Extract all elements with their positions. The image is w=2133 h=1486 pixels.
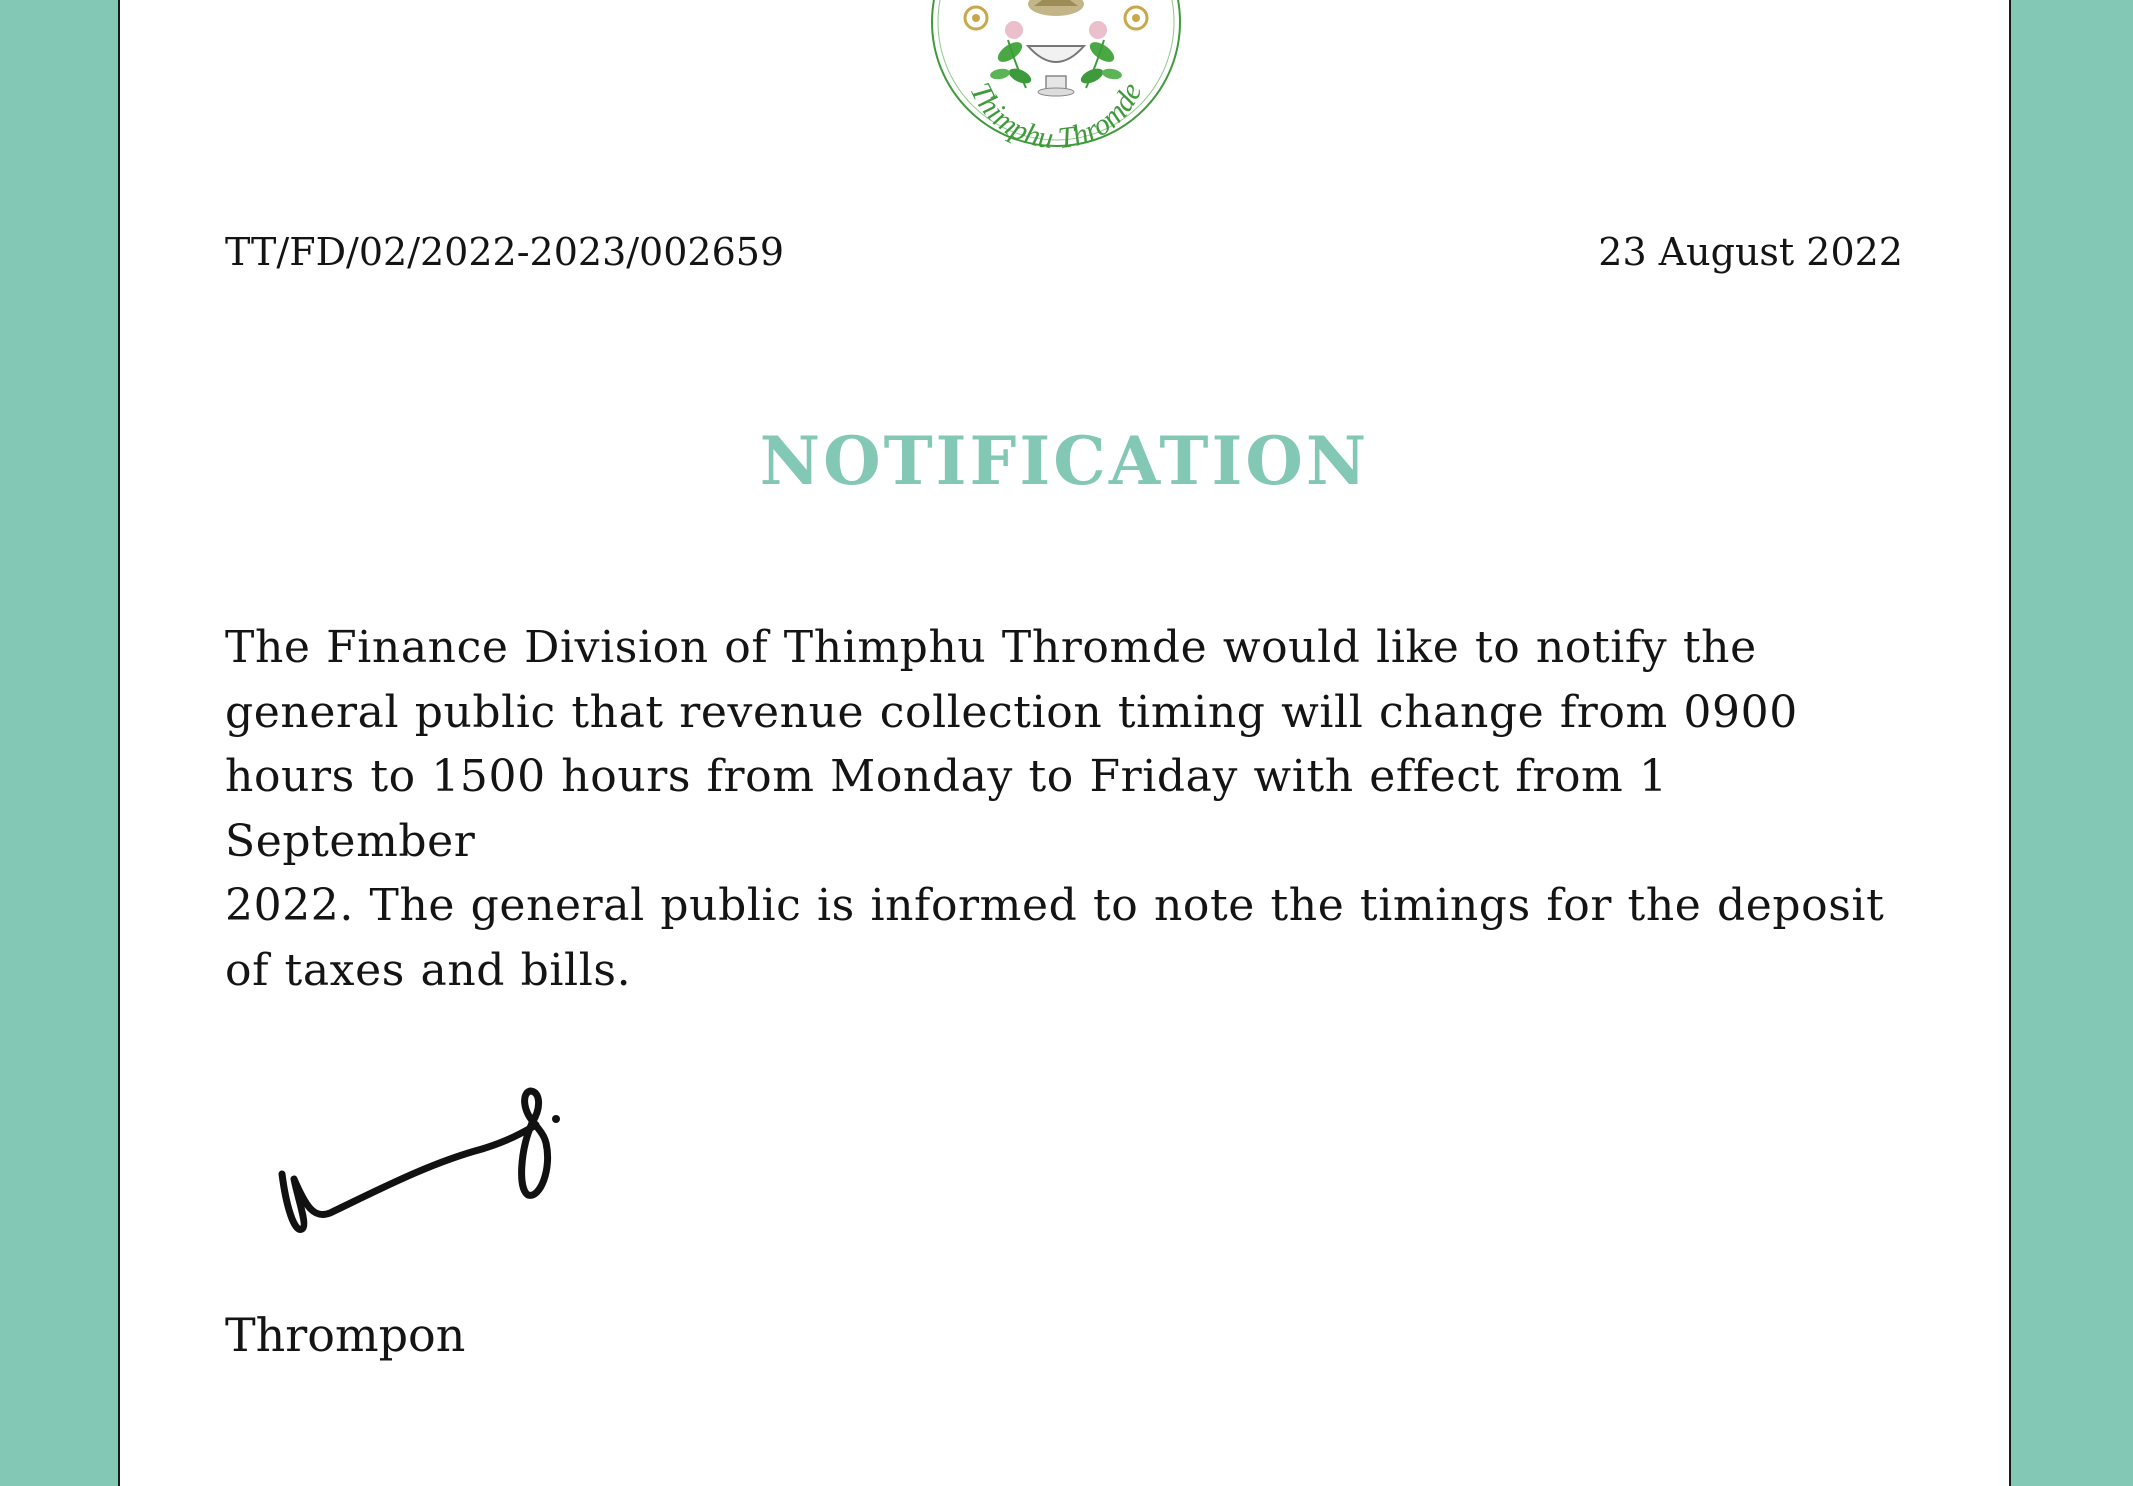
page-title: NOTIFICATION [759,422,1370,500]
handwritten-signature-icon [260,1081,730,1261]
reference-number: TT/FD/02/2022-2023/002659 [225,230,785,274]
svg-text:Thimphu Thromde: Thimphu Thromde [963,77,1149,156]
issue-date: 23 August 2022 [1598,230,1903,274]
thimphu-thromde-seal-icon [926,0,1186,162]
notification-page [118,0,2011,1486]
signatory-title: Thrompon [225,1308,466,1362]
notification-body: The Finance Division of Thimphu Thromde would like to notify the general public that revenue collection timing will change from 0900 hours to 1500 hours from Monday to Friday with effect from 1 September 2022. The general public is informed to note the timings for the deposit of taxes and bills. [225,622,1885,996]
